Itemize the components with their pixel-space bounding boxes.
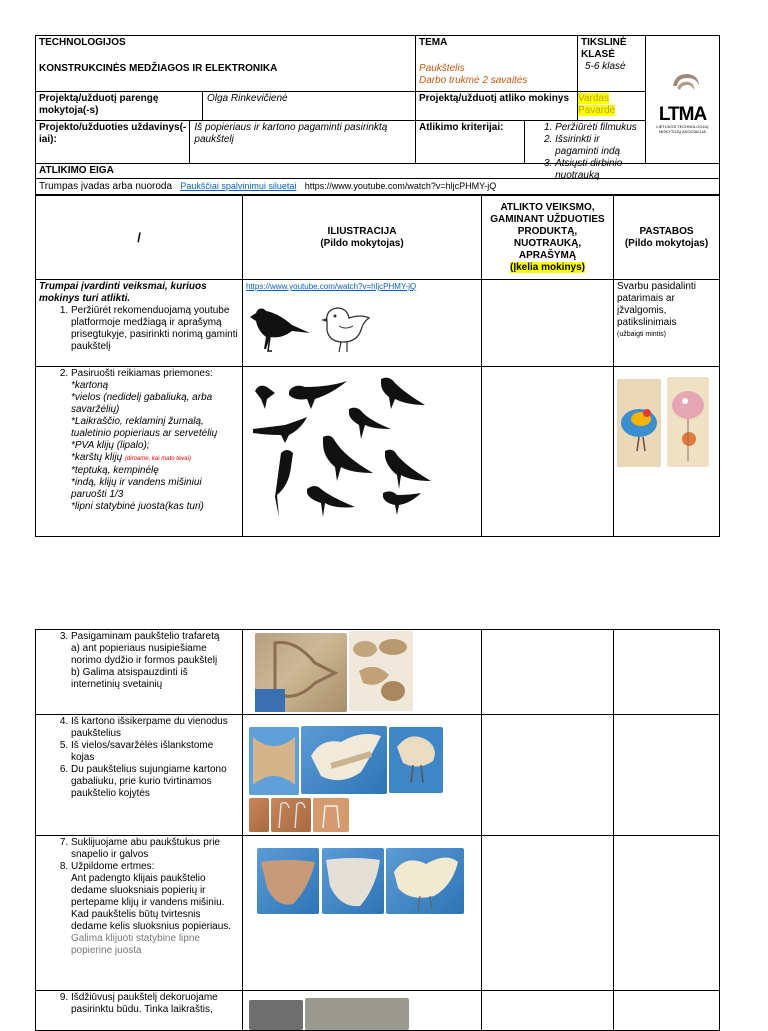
logo-cell [646, 36, 720, 164]
papered-bird-icon [322, 848, 384, 914]
criteria-item: 2. Išsirinkti ir pagaminti indą [555, 134, 645, 158]
row2-illustration [243, 367, 482, 537]
performer-value[interactable]: Vardas Pavardė [578, 93, 616, 116]
row5-steps [36, 836, 243, 991]
row2-step: 2. Pasiruošti reikiamas priemones: *kartoną *vielos (nedidelį gabaliuką, arba savaržėlių) *Laikraščio, reklaminį žurnalą, tualetinio popieriaus ar servetėlių *PVA klijų (lipalo); *karštų klijų (diroame, kai mato tėvai) *teptuką, kempinėlę *indą, klijų ir vandens mišiniui paruošti 1/3 *lipni statybinė juosta(kas turi) [71, 368, 239, 513]
author-label: Projektą/užduotį parengę mokytoja(-s) [36, 92, 203, 120]
row3-step: 3. Pasigaminam paukštelio trafaretą a) ant popieriaus nusipiešiame norimo dydžio ir formos paukštelį b) Galima atsispauzdinti iš internetinių svetainių [71, 631, 239, 691]
row4-notes [614, 715, 720, 836]
criteria-item: 3. Atsiųsti dirbinio nuotrauką [555, 158, 645, 182]
intro-url[interactable]: https://www.youtube.com/watch?v=hljcPHMY-jQ [304, 181, 497, 191]
row2-notes [614, 367, 720, 537]
glued-bird-icon [257, 848, 319, 914]
tema-label: TEMA [419, 37, 448, 48]
criteria-label: Atlikimo kriterijai: [416, 121, 525, 163]
glued-bird-photo-1 [257, 848, 319, 914]
row5-notes [614, 836, 720, 991]
performer-label: Projektą/užduotį atliko mokinys [416, 92, 578, 121]
subject-label: TECHNOLOGIJOS [39, 37, 126, 48]
wood-photo [249, 798, 269, 832]
row6-notes [614, 991, 720, 1031]
stencil-shapes-icon [349, 631, 413, 711]
bird-silhouette-icon [248, 301, 312, 355]
subject-cell [36, 36, 416, 92]
col3-header [482, 196, 614, 280]
duration: Darbo trukmė 2 savaitės [419, 75, 528, 86]
row1-student[interactable] [482, 280, 614, 367]
steps-table-1 [35, 195, 720, 537]
task-label: Projekto/užduoties uždavinys(-iai): [36, 121, 190, 163]
col2-title: ILIUSTRACIJA [327, 225, 397, 237]
col4-sub: (Pildo mokytojas) [624, 237, 709, 249]
row1-steps [36, 280, 243, 367]
bird-craft-photo-2 [667, 377, 709, 467]
topic-area: KONSTRUKCINĖS MEDŽIAGOS IR ELEKTRONIKA [39, 63, 278, 74]
bird-silhouettes-icon [249, 377, 445, 529]
row6-student[interactable] [482, 991, 614, 1031]
row1-intro: Trumpai įvardinti veiksmai, kuriuos mokinys turi atlikti. [39, 281, 207, 304]
row3-steps [36, 630, 243, 715]
hot-glue-note: (diroame, kai mato tėvai) [124, 456, 191, 462]
row2-steps [36, 367, 243, 537]
row1-note: Svarbu pasidalinti patarimais ar įžvalgomis, patikslinimais [617, 281, 696, 328]
bird-with-legs-icon [389, 727, 443, 793]
row5-step8: 8. Užpildome ertmes: Ant padengto klijais paukštelio dedame sluoksniais popierių ir pertepame klijų ir vandens mišiniu. Kad paukštelis būtų tvirtesnis dedame kelis sluoksnius popieriaus. Galima klijuoti statybine lipne popierine juosta [71, 861, 239, 957]
bow-shape-icon [249, 727, 299, 795]
row4-step5: 5. Iš vielos/savaržėlės išlankstome kojas [71, 740, 239, 764]
row5-tape-note: Galima klijuoti statybine lipne popierine juosta [71, 933, 200, 956]
task-value: Iš popieriaus ir kartono pagaminti pasirinktą paukštelį [194, 122, 388, 145]
wire-bend-photo-1 [271, 798, 311, 832]
row3-notes [614, 630, 720, 715]
logo-subtext: LIETUVOS TECHNOLOGIJŲ MOKYTOJŲ ASOCIACIJA [656, 123, 709, 134]
row5-student[interactable] [482, 836, 614, 991]
col4-header [614, 196, 720, 280]
row4-step4: 4. Iš kartono išsikerpame du vienodus paukštelius [71, 716, 239, 740]
target-class-cell [578, 36, 646, 92]
row3-illustration [243, 630, 482, 715]
row6-steps [36, 991, 243, 1031]
row5-illustration [243, 836, 482, 991]
target-class-label: TIKSLINĖ KLASĖ [581, 37, 627, 60]
col2-sub: (Pildo mokytojas) [320, 237, 404, 249]
col3-title: ATLIKTO VEIKSMO, GAMINANT UŽDUOTIES PRODUKTĄ, NUOTRAUKĄ, APRAŠYMĄ [490, 201, 605, 261]
decorated-bird-photo-1 [249, 1000, 303, 1030]
wire-legs-photo [389, 727, 443, 793]
row1-step1: 1. Peržiūrėt rekomenduojamą youtube platformoje medžiagą ir aprašymą prisegtukyje, pasirinkti norimą gaminti paukštelį [71, 305, 239, 353]
glued-bird-photo-2 [322, 848, 384, 914]
pink-bird-craft-icon [667, 377, 709, 467]
progress-label: ATLIKIMO EIGA [36, 164, 720, 179]
row4-student[interactable] [482, 715, 614, 836]
target-class-value: 5-6 klasė [585, 61, 626, 72]
intro-label: Trumpas įvadas arba nuoroda [39, 181, 173, 192]
cardboard-bird-icon [301, 726, 387, 794]
author-value: Olga Rinkevičienė [207, 93, 288, 104]
stencil-photo-1 [255, 633, 347, 712]
stencil-photo-2 [349, 631, 413, 711]
criteria-list [525, 122, 645, 181]
criteria-item: 1. Peržiūrėti filmukus [555, 122, 645, 134]
col4-title: PASTABOS [639, 225, 694, 237]
row1-video-link[interactable]: https://www.youtube.com/watch?v=hljcPHMY-jQ [246, 282, 417, 291]
row6-illustration [243, 991, 482, 1031]
author-row [36, 92, 416, 121]
row5-step7: 7. Suklijuojame abu paukštukus prie snapelio ir galvos [71, 837, 239, 861]
info-table [35, 35, 720, 195]
row1-notes [614, 280, 720, 367]
row4-step6: 6. Du paukštelius sujungiame kartono gabaliuku, prie kurio tvirtinamos paukštelio kojytės [71, 764, 239, 800]
col1-header: / [36, 196, 243, 280]
col2-header [243, 196, 482, 280]
stencil-cutout-icon [255, 633, 347, 712]
tema-value: Paukštelis [419, 63, 465, 74]
silhouette-link[interactable]: Paukščiai spalvinimui siluetai [180, 181, 297, 191]
bird-craft-photo-1 [617, 379, 661, 467]
finished-bird-icon [386, 848, 464, 914]
finished-bird-photo [386, 848, 464, 914]
steps-table-2 [35, 629, 720, 1031]
row1-note-small: (užbaigti mintis) [617, 331, 667, 338]
blue-bird-craft-icon [617, 379, 661, 467]
criteria-row [416, 121, 646, 181]
row6-step9: 9. Išdžiūvusį paukštelį dekoruojame pasirinktu būdu. Tinka laikraštis, [71, 992, 239, 1016]
joined-birds-photo [301, 726, 387, 794]
wire-icon [271, 798, 311, 832]
wire-bend-photo-2 [313, 798, 349, 832]
tema-cell [416, 36, 578, 92]
row3-student[interactable] [482, 630, 614, 715]
row4-steps [36, 715, 243, 836]
task-row [36, 121, 416, 164]
cut-birds-photo [249, 727, 299, 795]
decorated-bird-photo-2 [305, 998, 409, 1030]
col3-sub: (Įkelia mokinys) [509, 261, 586, 273]
bird-outline-icon [317, 300, 373, 356]
row2-student[interactable] [482, 367, 614, 537]
logo-text: LTMA [658, 103, 707, 125]
row1-illustration [243, 280, 482, 367]
wire-legs-icon [313, 798, 349, 832]
row4-illustration [243, 715, 482, 836]
performer-value-cell [578, 92, 646, 121]
